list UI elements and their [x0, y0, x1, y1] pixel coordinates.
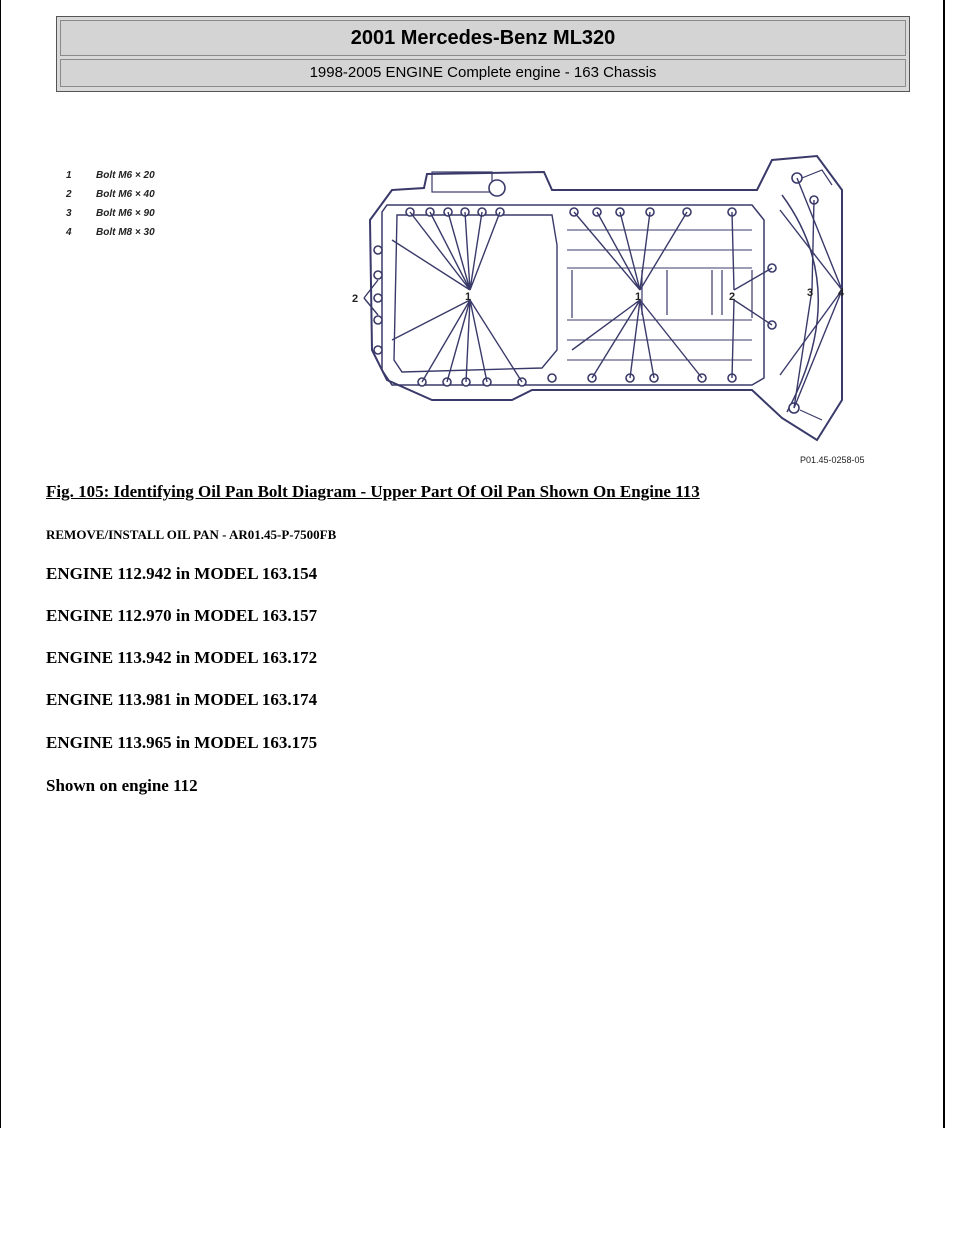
- engine-model-line: ENGINE 112.942 in MODEL 163.154: [46, 564, 318, 583]
- legend-label: Bolt M8 × 30: [96, 227, 155, 238]
- callout-4: 4: [838, 287, 845, 299]
- legend-number: 4: [66, 227, 72, 238]
- shown-on-note: Shown on engine 112: [46, 776, 198, 795]
- legend-number: 2: [66, 189, 72, 200]
- header-title: 2001 Mercedes-Benz ML320: [60, 20, 906, 56]
- callout-3: 3: [807, 287, 814, 299]
- legend-label: Bolt M6 × 20: [96, 170, 155, 181]
- oil-pan-drawing: [52, 150, 902, 470]
- callout-2: 2: [352, 293, 359, 305]
- procedure-heading: REMOVE/INSTALL OIL PAN - AR01.45-P-7500FB: [46, 527, 337, 542]
- legend-label: Bolt M6 × 40: [96, 189, 155, 200]
- figure-id: P01.45-0258-05: [800, 455, 865, 465]
- legend-number: 1: [66, 170, 72, 181]
- document-header: [56, 16, 910, 92]
- legend-number: 3: [66, 208, 72, 219]
- engine-model-line: ENGINE 113.965 in MODEL 163.175: [46, 733, 318, 752]
- engine-model-line: ENGINE 113.942 in MODEL 163.172: [46, 648, 318, 667]
- callout-2: 2: [729, 291, 736, 303]
- callout-1: 1: [465, 291, 472, 303]
- figure-caption: Fig. 105: Identifying Oil Pan Bolt Diagram - Upper Part Of Oil Pan Shown On Engine 113: [46, 482, 700, 501]
- oil-pan-bolt-diagram: [52, 150, 902, 470]
- callout-1: 1: [635, 291, 642, 303]
- legend-label: Bolt M6 × 90: [96, 208, 155, 219]
- header-subtitle: 1998-2005 ENGINE Complete engine - 163 Chassis: [60, 59, 906, 87]
- engine-model-line: ENGINE 113.981 in MODEL 163.174: [46, 690, 318, 709]
- engine-model-line: ENGINE 112.970 in MODEL 163.157: [46, 606, 318, 625]
